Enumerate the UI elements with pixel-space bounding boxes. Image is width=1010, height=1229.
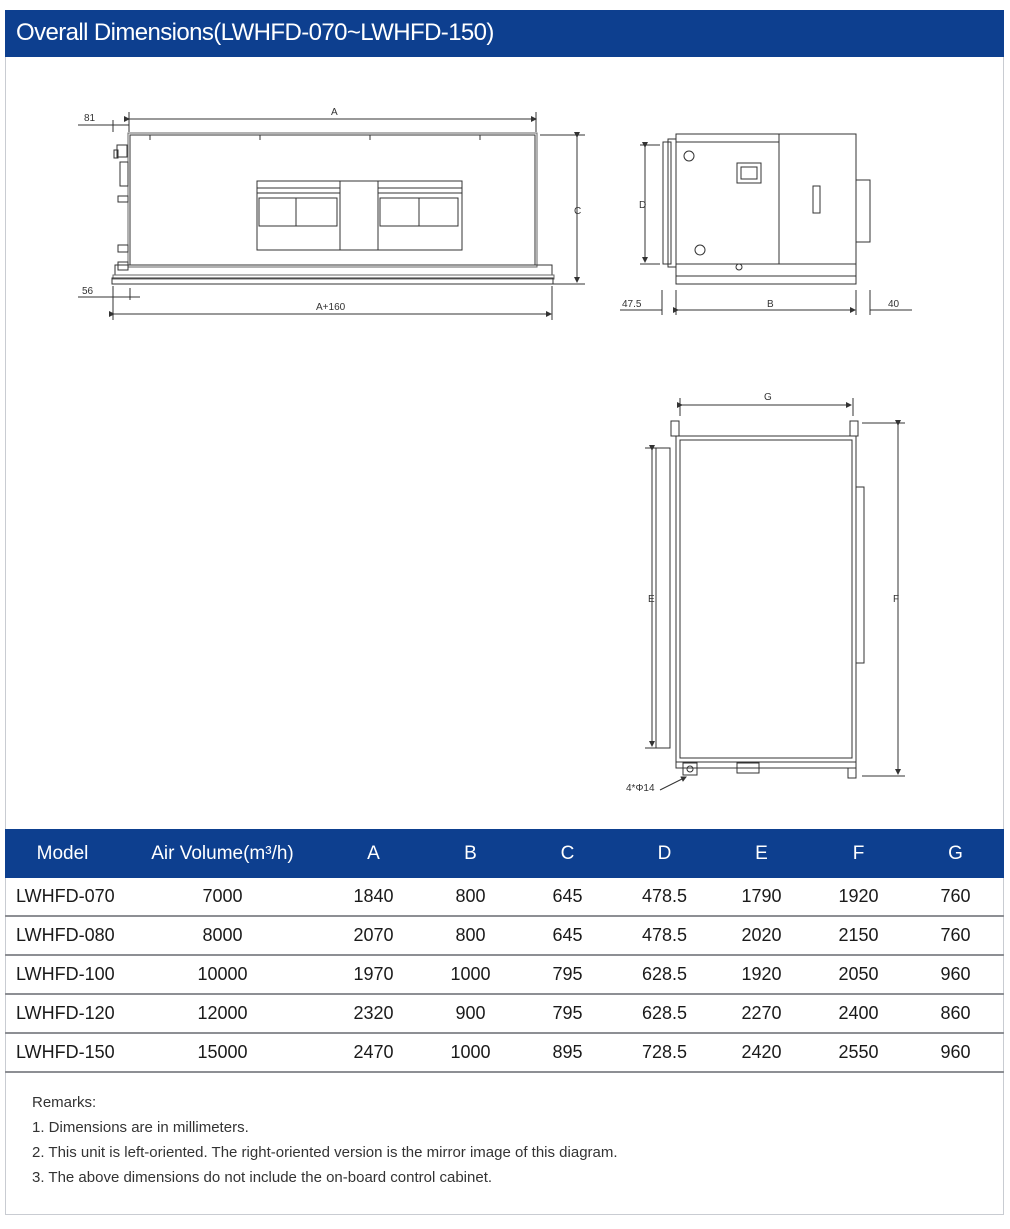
front-view: [78, 112, 585, 320]
table-cell: 7000: [120, 878, 325, 916]
column-header: E: [713, 829, 810, 878]
label-E: E: [648, 594, 655, 605]
remark-item: 1. Dimensions are in millimeters.: [32, 1119, 249, 1136]
table-cell: 800: [422, 916, 519, 955]
table-cell: 860: [907, 994, 1004, 1033]
table-cell: 728.5: [616, 1033, 713, 1072]
column-header: D: [616, 829, 713, 878]
table-cell: 645: [519, 916, 616, 955]
label-81: 81: [84, 113, 96, 124]
table-cell: 760: [907, 878, 1004, 916]
remark-item: 2. This unit is left-oriented. The right-oriented version is the mirror image of this diagram.: [32, 1144, 618, 1161]
table-cell: 1840: [325, 878, 422, 916]
page-title: Overall Dimensions(LWHFD-070~LWHFD-150): [16, 19, 494, 46]
table-cell: 2320: [325, 994, 422, 1033]
table-body: [5, 878, 1004, 1072]
table-cell: 960: [907, 1033, 1004, 1072]
table-cell: LWHFD-080: [5, 916, 120, 955]
remark-item: 3. The above dimensions do not include the on-board control cabinet.: [32, 1169, 493, 1186]
table-row: [5, 1033, 1004, 1072]
table-cell: 2470: [325, 1033, 422, 1072]
label-C: C: [574, 206, 582, 217]
table-cell: 2400: [810, 994, 907, 1033]
table-cell: 2420: [713, 1033, 810, 1072]
column-header: Air Volume(m³/h): [120, 829, 325, 878]
label-D: D: [639, 200, 647, 211]
table-cell: 2270: [713, 994, 810, 1033]
table-cell: 1970: [325, 955, 422, 994]
column-header: C: [519, 829, 616, 878]
table-cell: LWHFD-070: [5, 878, 120, 916]
table-cell: 900: [422, 994, 519, 1033]
table-cell: 628.5: [616, 955, 713, 994]
column-header: A: [325, 829, 422, 878]
table-row: [5, 955, 1004, 994]
table-cell: LWHFD-100: [5, 955, 120, 994]
dimension-table: [5, 829, 1004, 1073]
label-40: 40: [888, 299, 900, 310]
table-cell: 8000: [120, 916, 325, 955]
table-cell: LWHFD-150: [5, 1033, 120, 1072]
table-row: [5, 878, 1004, 916]
table-cell: 478.5: [616, 916, 713, 955]
table-cell: 645: [519, 878, 616, 916]
label-holes: 4*Φ14: [626, 783, 655, 794]
side-view: [620, 134, 912, 315]
label-F: F: [893, 594, 900, 605]
table-cell: 2070: [325, 916, 422, 955]
label-47-5: 47.5: [622, 299, 642, 310]
table-cell: 628.5: [616, 994, 713, 1033]
table-cell: 10000: [120, 955, 325, 994]
table-cell: 1790: [713, 878, 810, 916]
label-G: G: [764, 392, 772, 403]
table-cell: 478.5: [616, 878, 713, 916]
table-cell: 1000: [422, 1033, 519, 1072]
table-cell: 1920: [713, 955, 810, 994]
table-row: [5, 994, 1004, 1033]
table-cell: 760: [907, 916, 1004, 955]
table-cell: 15000: [120, 1033, 325, 1072]
column-header: B: [422, 829, 519, 878]
table-header-row: [5, 829, 1004, 878]
table-cell: 2050: [810, 955, 907, 994]
column-header: F: [810, 829, 907, 878]
table-cell: 2550: [810, 1033, 907, 1072]
label-A: A: [331, 107, 338, 118]
table-cell: 795: [519, 955, 616, 994]
label-56: 56: [82, 286, 94, 297]
column-header: Model: [5, 829, 120, 878]
table-cell: 1920: [810, 878, 907, 916]
column-header: G: [907, 829, 1004, 878]
label-B: B: [767, 299, 774, 310]
top-view: [645, 398, 905, 790]
table-cell: 1000: [422, 955, 519, 994]
table-cell: 795: [519, 994, 616, 1033]
table-cell: LWHFD-120: [5, 994, 120, 1033]
table-row: [5, 916, 1004, 955]
label-A-plus-160: A+160: [316, 302, 346, 313]
table-cell: 2020: [713, 916, 810, 955]
remarks: [32, 1090, 618, 1190]
table-cell: 800: [422, 878, 519, 916]
remarks-heading: Remarks:: [32, 1094, 97, 1111]
table-cell: 12000: [120, 994, 325, 1033]
table-cell: 960: [907, 955, 1004, 994]
table-cell: 2150: [810, 916, 907, 955]
table-cell: 895: [519, 1033, 616, 1072]
